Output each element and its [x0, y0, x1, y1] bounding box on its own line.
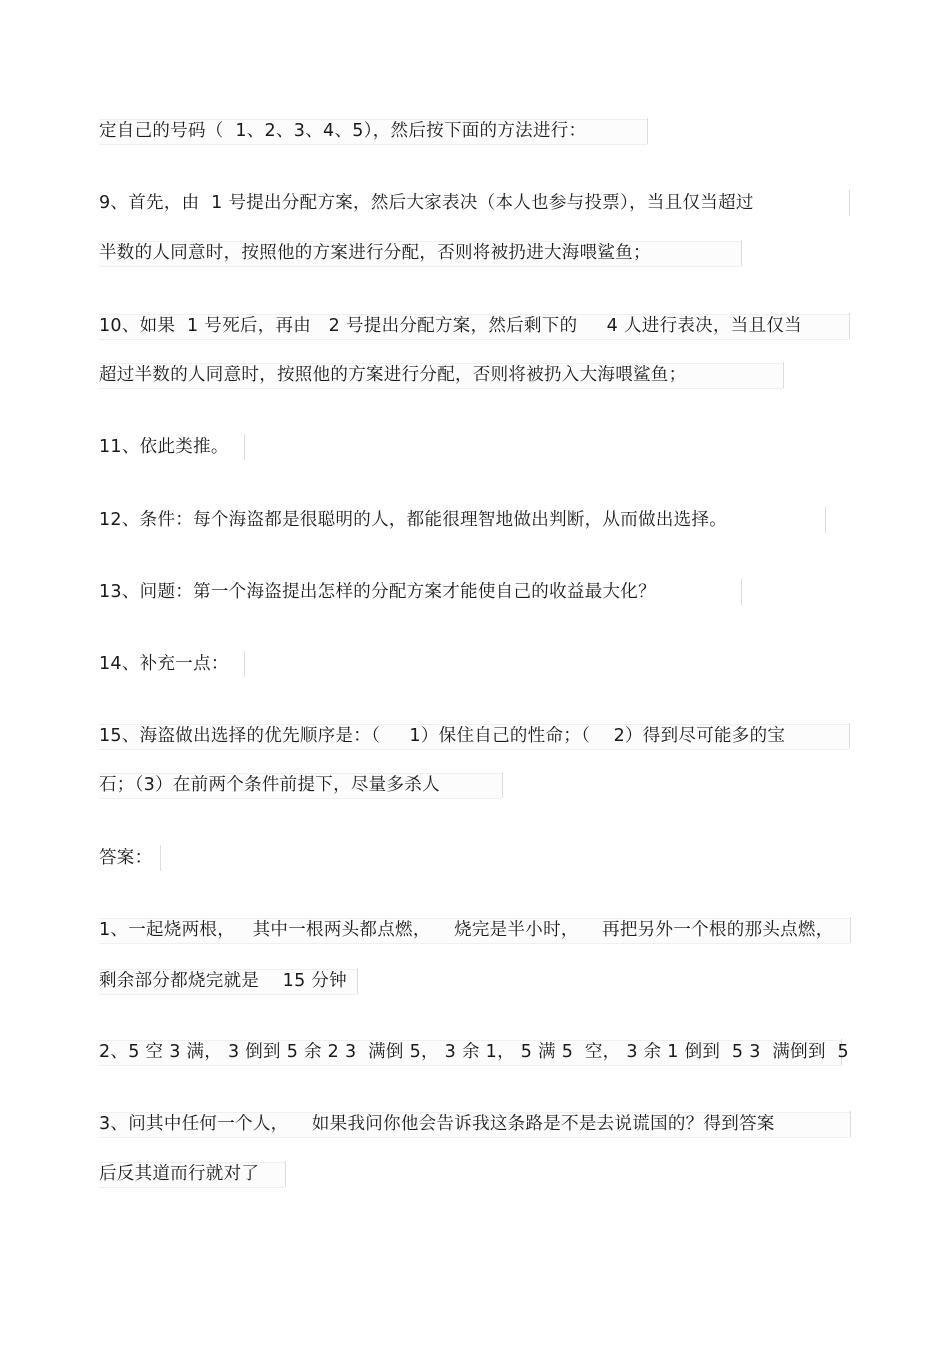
text-line-rule-14: 14、补充一点：: [99, 654, 229, 674]
text-line-rule-13: 13、问题：第一个海盗提出怎样的分配方案才能使自己的收益最大化？: [99, 582, 656, 602]
text-line-intro-continuation: 定自己的号码（ 1、2、3、4、5），然后按下面的方法进行：: [99, 121, 587, 141]
line-end-mark: [741, 240, 742, 266]
text-line-rule-11: 11、依此类推。: [99, 437, 229, 457]
line-end-mark: [244, 651, 245, 677]
text-line-rule-10: 10、如果 1 号死后，再由 2 号提出分配方案，然后剩下的 4 人进行表决，当且仅当: [99, 316, 802, 336]
text-line-rule-15: 15、海盗做出选择的优先顺序是：（ 1）保住自己的性命；（ 2）得到尽可能多的宝: [99, 726, 786, 746]
line-end-mark: [849, 313, 850, 339]
text-line-answer-2: 2、5 空 3 满， 3 倒到 5 余 2 3 满倒 5， 3 余 1， 5 满 5 空， 3 余 1 倒到 5 3 满倒到 5: [99, 1042, 849, 1062]
text-line-rule-15-continuation: 石；（3）在前两个条件前提下，尽量多杀人: [99, 775, 440, 795]
text-line-rule-9: 9、首先，由 1 号提出分配方案，然后大家表决（本人也参与投票），当且仅当超过: [99, 193, 754, 213]
line-end-mark: [160, 845, 161, 871]
text-line-answer-1: 1、一起烧两根， 其中一根两头都点燃， 烧完是半小时， 再把另外一个根的那头点燃，: [99, 920, 834, 940]
text-line-rule-9-continuation: 半数的人同意时，按照他的方案进行分配，否则将被扔进大海喂鲨鱼；: [99, 243, 651, 263]
line-end-mark: [825, 507, 826, 533]
line-end-mark: [849, 723, 850, 749]
text-line-answer-3: 3、问其中任何一个人， 如果我问你他会告诉我这条路是不是去说谎国的？得到答案: [99, 1114, 775, 1134]
line-end-mark: [783, 362, 784, 388]
line-end-mark: [850, 1111, 851, 1137]
text-line-rule-10-continuation: 超过半数的人同意时，按照他的方案进行分配，否则将被扔入大海喂鲨鱼；: [99, 365, 687, 385]
line-end-mark: [244, 434, 245, 460]
answers-heading: 答案：: [99, 848, 153, 868]
line-end-mark: [647, 118, 648, 144]
text-line-rule-12: 12、条件：每个海盗都是很聪明的人，都能很理智地做出判断，从而做出选择。: [99, 510, 728, 530]
line-end-mark: [502, 772, 503, 798]
text-line-answer-3-continuation: 后反其道而行就对了: [99, 1164, 260, 1184]
line-end-mark: [285, 1161, 286, 1187]
line-end-mark: [357, 968, 358, 994]
line-end-mark: [849, 190, 850, 216]
line-end-mark: [850, 917, 851, 943]
line-end-mark: [741, 579, 742, 605]
text-line-answer-1-continuation: 剩余部分都烧完就是 15 分钟: [99, 971, 347, 991]
